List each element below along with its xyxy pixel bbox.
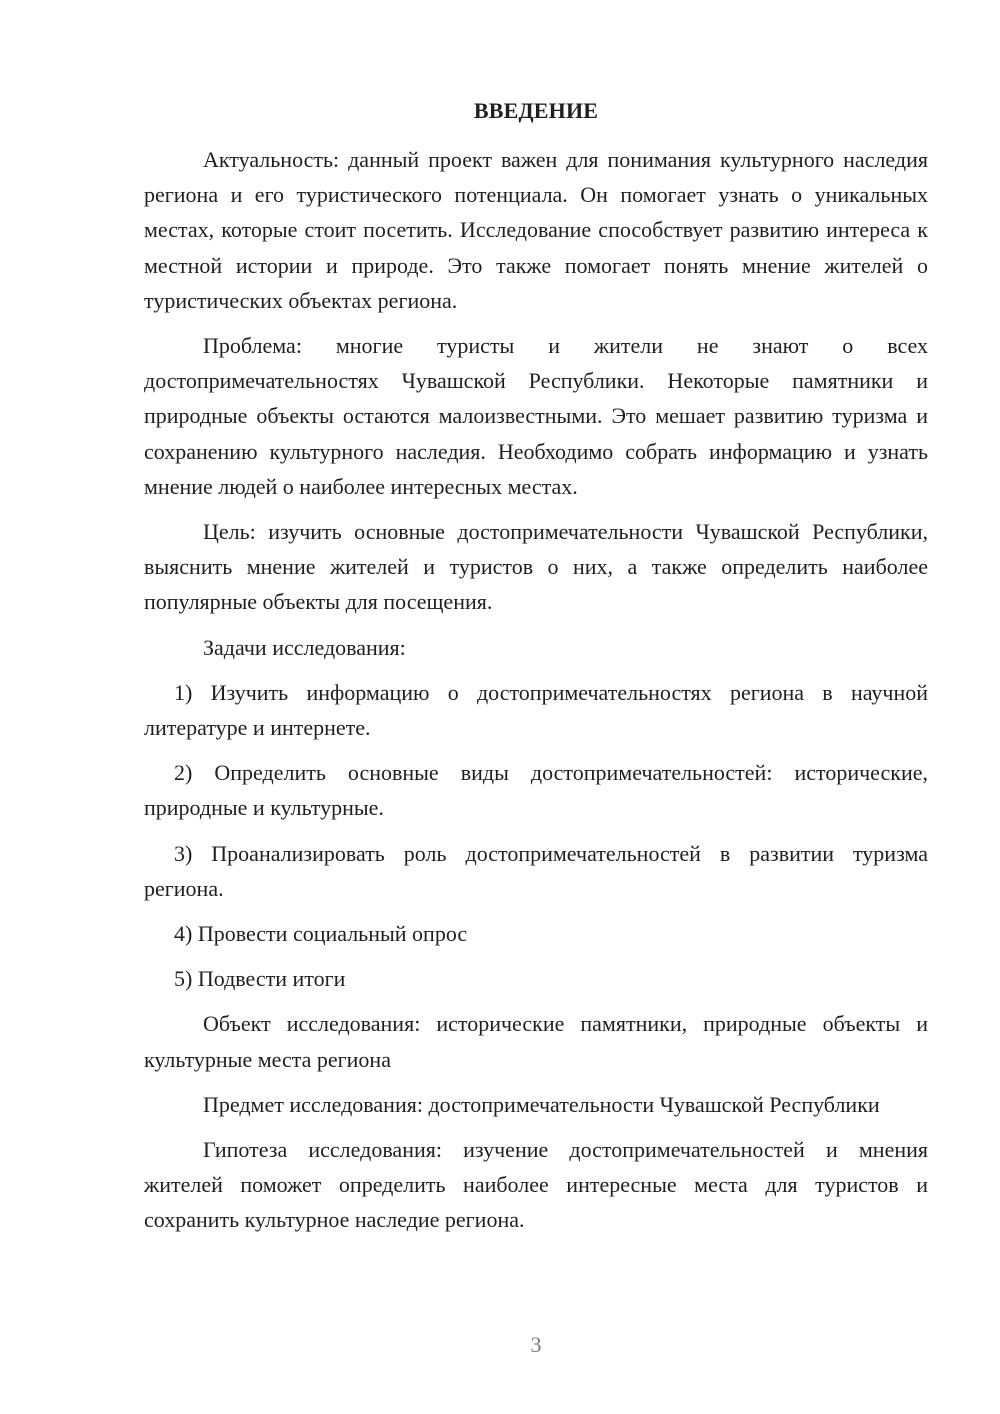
- task-item-1: 1) Изучить информацию о достопримечательностях региона в научной литературе и интернете.: [144, 679, 928, 741]
- task-item-2: 2) Определить основные виды достопримечательностей: исторические, природные и культурные.: [144, 760, 928, 821]
- tasks-heading: Задачи исследования:: [203, 634, 406, 660]
- hypothesis-paragraph: Гипотеза исследования: изучение достопримечательностей и мнения жителей поможет определить наиболее интересные места для туристов и сохранить культурное наследие региона.: [144, 1137, 928, 1233]
- task-item-5: 5) Подвести итоги: [174, 966, 346, 992]
- page-content: [144, 96, 928, 1248]
- subject-paragraph: Предмет исследования: достопримечательности Чувашской Республики: [203, 1091, 880, 1117]
- task-item-4: 4) Провести социальный опрос: [174, 921, 468, 947]
- goal-paragraph: Цель: изучить основные достопримечательности Чувашской Республики, выяснить мнение жителей и туристов о них, а также определить наиболее популярные объекты для посещения.: [144, 519, 928, 615]
- page-number: 3: [530, 1332, 542, 1357]
- problem-paragraph: Проблема: многие туристы и жители не знают о всех достопримечательностях Чувашской Республики. Некоторые памятники и природные объекты остаются малоизвестными. Это мешает развитию туризма и сохранению культурного наследия. Необходимо собрать информацию и узнать мнение людей о наиболее интересных местах.: [144, 333, 928, 499]
- relevance-paragraph: Актуальность: данный проект важен для понимания культурного наследия региона и его туристического потенциала. Он помогает узнать о уникальных местах, которые стоит посетить. Исследование способствует развитию интереса к местной истории и природе. Это также помогает понять мнение жителей о туристических объектах региона.: [144, 147, 928, 313]
- section-title: ВВЕДЕНИЕ: [473, 98, 599, 123]
- object-paragraph: Объект исследования: исторические памятники, природные объекты и культурные места региона: [144, 1011, 928, 1072]
- task-item-3: 3) Проанализировать роль достопримечательностей в развитии туризма региона.: [144, 840, 928, 901]
